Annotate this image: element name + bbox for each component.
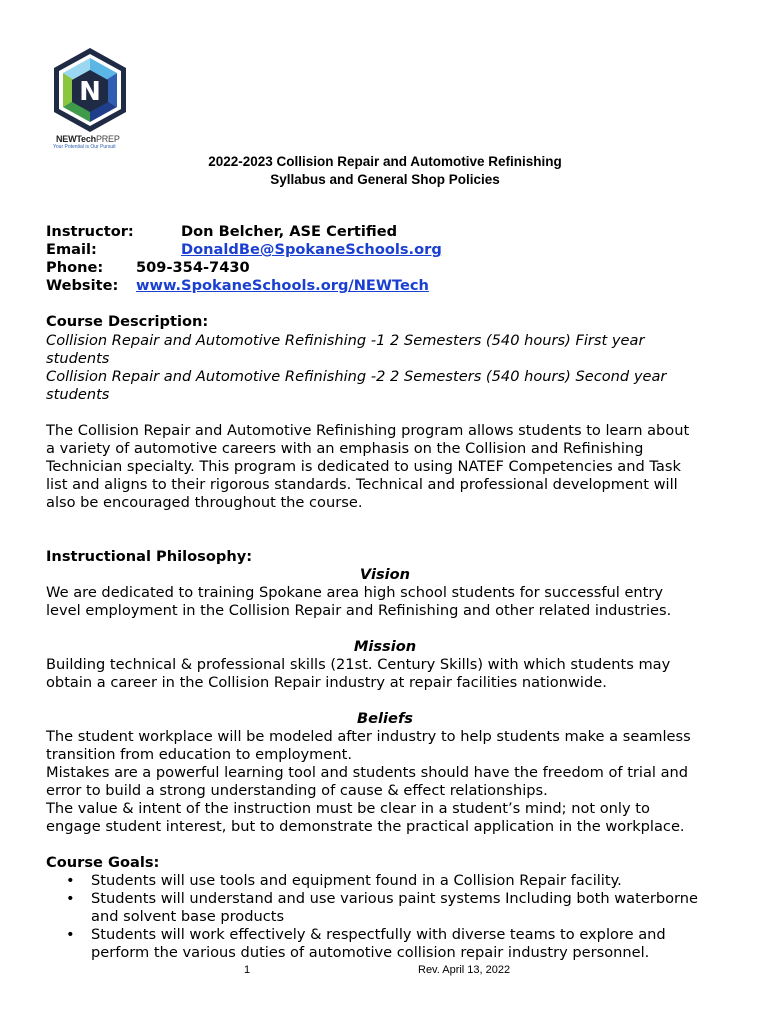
- beliefs-line: engage student interest, but to demonstrate the practical application in the workplace.: [46, 818, 685, 835]
- instructor-row: [46, 223, 398, 241]
- phone-label: Phone:: [46, 259, 104, 276]
- bullet-icon: •: [66, 926, 75, 943]
- email-label: Email:: [46, 241, 97, 258]
- goal-item-continued: and solvent base products: [91, 908, 285, 925]
- course-line: students: [46, 386, 110, 403]
- hexagon-logo-icon: [50, 46, 130, 136]
- phone-value: 509-354-7430: [136, 259, 250, 276]
- page-number: 1: [244, 964, 251, 976]
- mission-line: obtain a career in the Collision Repair industry at repair facilities nationwide.: [46, 674, 607, 691]
- course-line: Collision Repair and Automotive Refinishing -2 2 Semesters (540 hours) Second year: [46, 368, 667, 385]
- description-paragraph-line: list and aligns to their rigorous standards. Technical and professional development will: [46, 476, 678, 493]
- website-row: [46, 277, 429, 295]
- philosophy-heading: Instructional Philosophy:: [46, 548, 253, 565]
- course-line: students: [46, 350, 110, 367]
- svg-text:N: N: [79, 77, 101, 107]
- bullet-icon: •: [66, 890, 75, 907]
- beliefs-line: The value & intent of the instruction must be clear in a student’s mind; not only to: [46, 800, 650, 817]
- logo-brand-text: NEWTechPREP: [56, 134, 120, 144]
- document-title: 2022-2023 Collision Repair and Automotive Refinishing: [208, 154, 562, 169]
- course-goals-heading: Course Goals:: [46, 854, 160, 871]
- vision-line: level employment in the Collision Repair and Refinishing and other related industries.: [46, 602, 672, 619]
- mission-heading: Mission: [353, 638, 417, 655]
- phone-row: [46, 259, 250, 277]
- beliefs-line: The student workplace will be modeled after industry to help students make a seamless: [46, 728, 691, 745]
- goal-item: Students will use tools and equipment found in a Collision Repair facility.: [91, 872, 622, 889]
- vision-line: We are dedicated to training Spokane area high school students for successful entry: [46, 584, 664, 601]
- document-subtitle: Syllabus and General Shop Policies: [270, 172, 500, 187]
- beliefs-line: error to build a strong understanding of cause & effect relationships.: [46, 782, 548, 799]
- course-description-heading: Course Description:: [46, 313, 209, 330]
- logo-tagline: Your Potential is Our Pursuit: [53, 144, 116, 150]
- revision-date: Rev. April 13, 2022: [418, 964, 511, 976]
- description-paragraph-line: The Collision Repair and Automotive Refinishing program allows students to learn about: [46, 422, 690, 439]
- beliefs-line: Mistakes are a powerful learning tool and students should have the freedom of trial and: [46, 764, 689, 781]
- website-link[interactable]: www.SpokaneSchools.org/NEWTech: [136, 277, 429, 294]
- mission-line: Building technical & professional skills (21st. Century Skills) with which students may: [46, 656, 671, 673]
- instructor-label: Instructor:: [46, 223, 134, 240]
- bullet-icon: •: [66, 872, 75, 889]
- description-paragraph-line: Technician specialty. This program is dedicated to using NATEF Competencies and Task: [46, 458, 681, 475]
- description-paragraph-line: a variety of automotive careers with an emphasis on the Collision and Refinishing: [46, 440, 644, 457]
- goal-item: Students will understand and use various paint systems Including both waterborne: [91, 890, 698, 907]
- website-label: Website:: [46, 277, 119, 294]
- vision-heading: Vision: [359, 566, 411, 583]
- goal-item: Students will work effectively & respectfully with diverse teams to explore and: [91, 926, 666, 943]
- description-paragraph-line: also be encouraged throughout the course.: [46, 494, 363, 511]
- course-line: Collision Repair and Automotive Refinishing -1 2 Semesters (540 hours) First year: [46, 332, 645, 349]
- email-link[interactable]: DonaldBe@SpokaneSchools.org: [181, 241, 442, 258]
- newtech-prep-logo: [50, 46, 130, 150]
- beliefs-heading: Beliefs: [357, 710, 413, 727]
- goal-item-continued: perform the various duties of automotive collision repair industry personnel.: [91, 944, 650, 961]
- beliefs-line: transition from education to employment.: [46, 746, 352, 763]
- instructor-value: Don Belcher, ASE Certified: [181, 223, 398, 240]
- email-row: [46, 241, 442, 259]
